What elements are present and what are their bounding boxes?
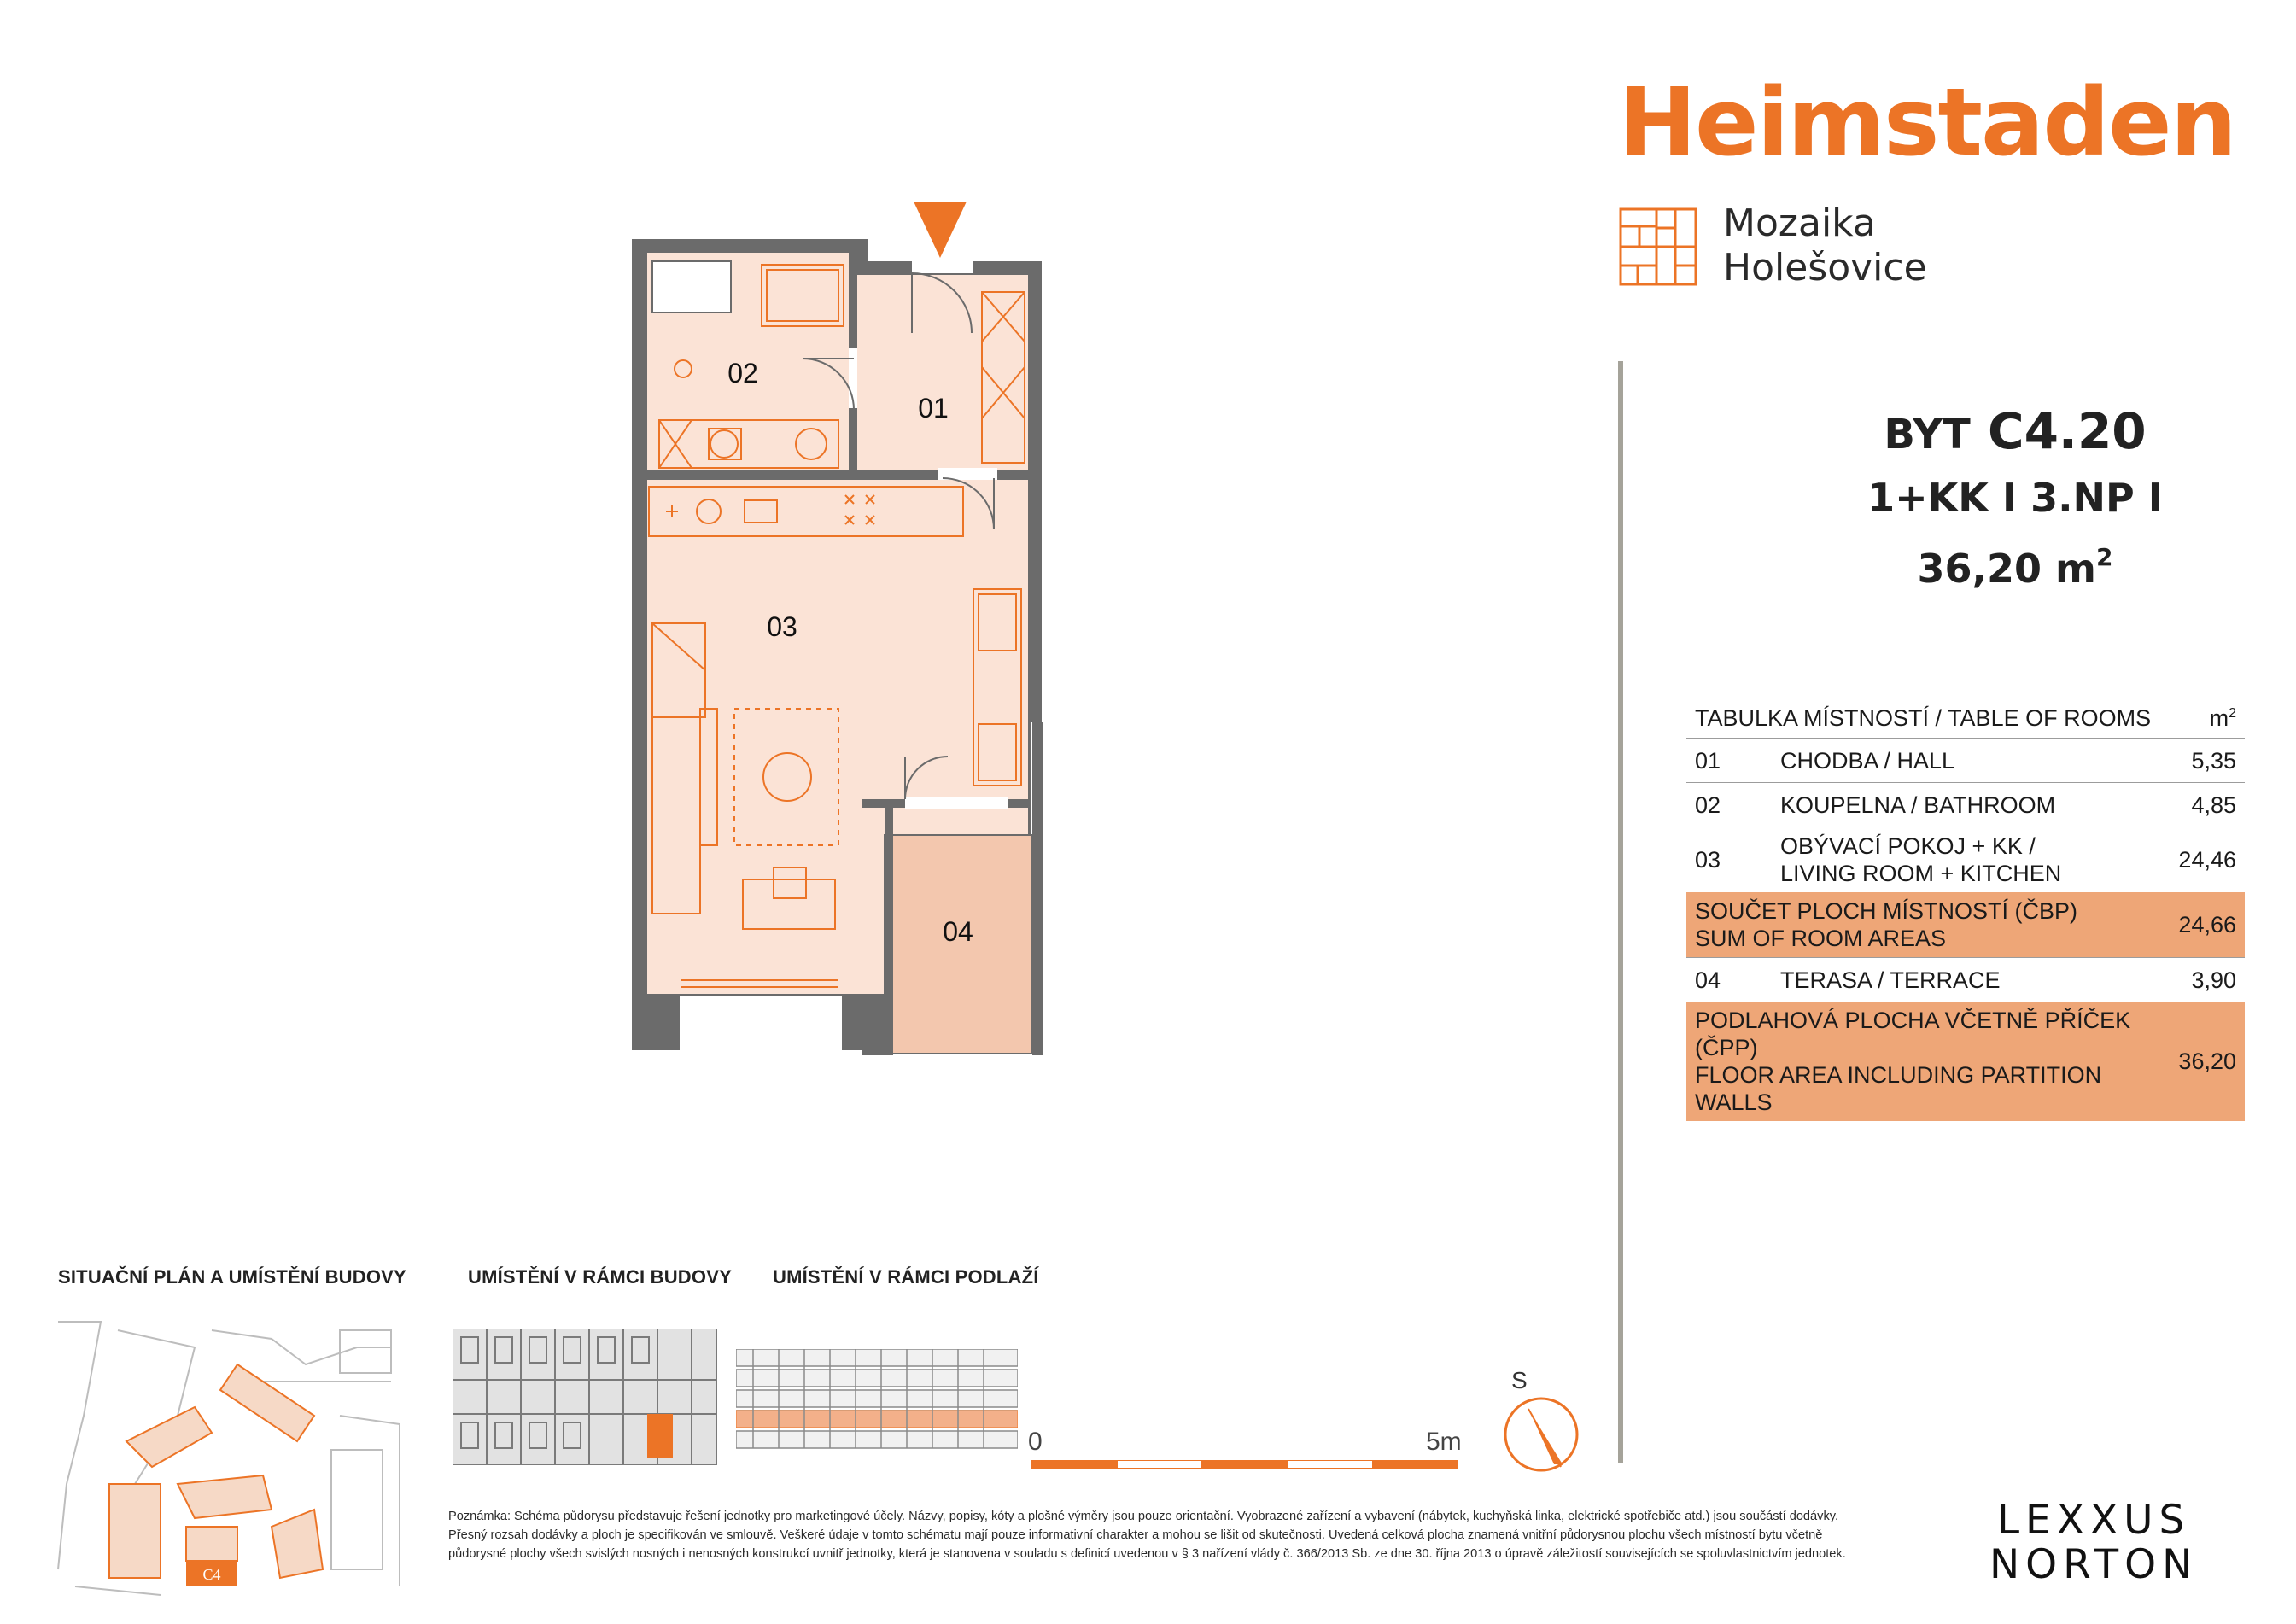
scale-start-label: 0 (1028, 1428, 1043, 1456)
unit-summary: 1+KK I 3.NP I 36,20 m (1867, 475, 2163, 592)
vertical-divider (1618, 361, 1623, 1463)
room-label-01: 01 (918, 393, 949, 424)
sum-rooms-row (1686, 892, 2245, 957)
unit-summary-sup: 2 (2095, 543, 2113, 571)
floor-plan-label: UMÍSTĚNÍ V RÁMCI PODLAŽÍ (773, 1266, 1039, 1288)
room-area: 4,85 (2191, 792, 2236, 818)
room-number: 04 (1695, 967, 1721, 993)
scale-bar (1031, 1460, 1458, 1472)
room-label-03: 03 (767, 611, 797, 642)
entrance-arrow-icon (914, 202, 967, 258)
room-label-04: 04 (943, 916, 973, 947)
table-row (1686, 782, 2245, 827)
project-name (1723, 202, 1927, 290)
building-location-plan (453, 1329, 717, 1465)
compass-letter: S (1511, 1367, 1528, 1393)
room-number: 02 (1695, 792, 1721, 818)
unit-prefix: BYT (1884, 411, 1971, 459)
room-name: OBÝVACÍ POKOJ + KK / LIVING ROOM + KITCHEN (1780, 833, 2062, 886)
lexxus-norton-logo: LEXXUS NORTON (1989, 1497, 2199, 1588)
scale-end-label: 5m (1426, 1428, 1462, 1456)
rooms-table-header (1686, 698, 2245, 738)
site-plan-label: SITUAČNÍ PLÁN A UMÍSTĚNÍ BUDOVY (58, 1266, 406, 1288)
room-area: 5,35 (2191, 747, 2236, 774)
site-plan-map (50, 1313, 408, 1604)
total-area-row (1686, 1002, 2245, 1121)
unit-code: C4.20 (1988, 402, 2147, 460)
building-tag: C4 (202, 1566, 221, 1583)
table-row (1686, 957, 2245, 1002)
room-area: 24,46 (2178, 847, 2236, 873)
room-01-hall (854, 273, 1030, 473)
room-area: 3,90 (2191, 967, 2236, 993)
disclaimer-note: Poznámka: Schéma půdorysu představuje řešení jednotky pro marketingové účely. Názvy, popisy, kóty a plošné výměry jsou pouze orientační. Vyobrazené zařízení a vybavení (nábytek, kuchyňská linka, elektrické spotřebiče atd.) jsou součástí dodávky. Přesný rozsah dodávky a ploch je specifikován ve smlouvě. Veškeré údaje v tomto schématu mají pouze informativní charakter a mohou se lišit od skutečnosti. Uvedená celková plocha znamená vnitřní půdorysnou plochu všech místností bytu včetně půdorysné plochy všech svislých nosných i nenosných konstrukcí uvnitř jednotky, která je stanovena v souladu s definicí uvedenou v § 3 nařízení vlády č. 366/2013 Sb. ze dne 30. října 2013 o úpravě záležitostí souvisejících se spoluvlastnictvím jednotek. (448, 1510, 1846, 1561)
project-name-line1: Mozaika (1723, 202, 1876, 245)
room-name: KOUPELNA / BATHROOM (1780, 792, 2056, 818)
room-number: 03 (1695, 847, 1721, 873)
sum-rooms-label: SOUČET PLOCH MÍSTNOSTÍ (ČBP) SUM OF ROOM AREAS (1695, 898, 2078, 951)
table-row (1686, 827, 2245, 892)
sum-rooms-area: 24,66 (2178, 912, 2236, 938)
floor-level-plan (736, 1349, 1018, 1460)
mozaika-logo-icon (1619, 207, 1697, 286)
room-number: 01 (1695, 747, 1721, 774)
unit-location-marker (647, 1414, 673, 1458)
floor-plan (598, 196, 1076, 1059)
brand-logo: Heimstaden (1618, 67, 2235, 177)
rooms-table-unit: $m^2$ (2209, 704, 2236, 731)
rooms-table (1686, 698, 2245, 1121)
room-name: CHODBA / HALL (1780, 747, 1955, 774)
project-name-line2: Holešovice (1723, 246, 1927, 289)
room-name: TERASA / TERRACE (1780, 967, 2001, 993)
total-area-value: 36,20 (2178, 1049, 2236, 1074)
compass-icon (1494, 1366, 1588, 1477)
table-row (1686, 738, 2245, 782)
room-label-02: 02 (727, 358, 758, 388)
rooms-table-title: TABULKA MÍSTNOSTÍ / TABLE OF ROOMS (1695, 704, 2152, 731)
building-plan-label: UMÍSTĚNÍ V RÁMCI BUDOVY (468, 1266, 732, 1288)
total-area-label: PODLAHOVÁ PLOCHA VČETNĚ PŘÍČEK (ČPP) FLOOR AREA INCLUDING PARTITION WALLS (1695, 1008, 2131, 1115)
unit-title (1827, 401, 2203, 599)
